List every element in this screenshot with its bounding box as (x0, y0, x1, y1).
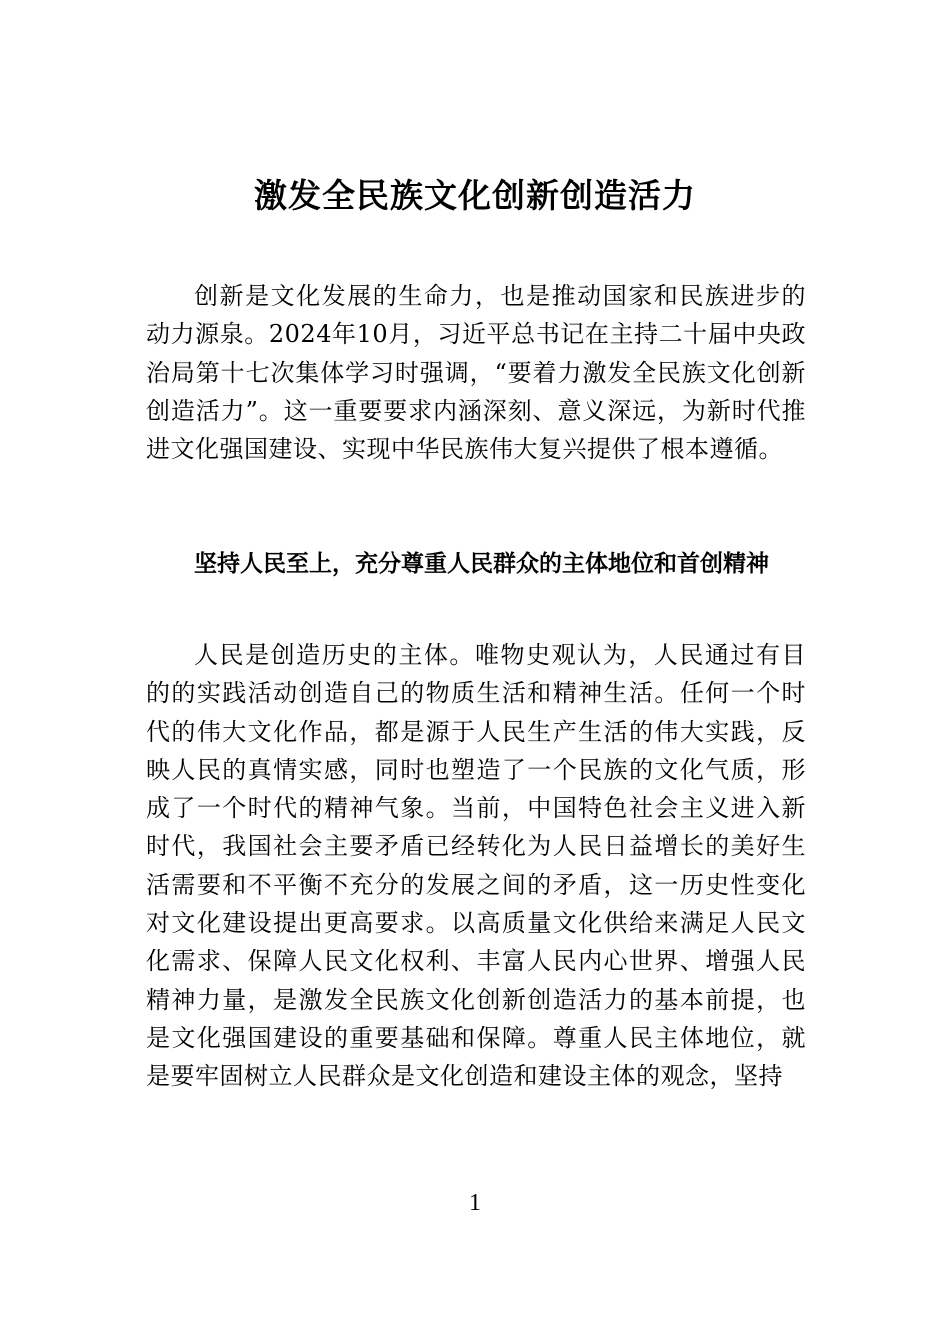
page-number: 1 (469, 1190, 481, 1216)
section-heading: 坚持人民至上，充分尊重人民群众的主体地位和首创精神 (194, 551, 769, 577)
paragraph-intro: 创新是文化发展的生命力，也是推动国家和民族进步的动力源泉。2024年10月，习近平总书记在主持二十届中央政治局第十七次集体学习时强调，“要着力激发全民族文化创新创造活力”。这一重要要求内涵深刻、意义深远，为新时代推进文化强国建设、实现中华民族伟大复兴提供了根本遵循。 (146, 282, 806, 464)
paragraph-section-one: 人民是创造历史的主体。唯物史观认为，人民通过有目的的实践活动创造自己的物质生活和精神生活。任何一个时代的伟大文化作品，都是源于人民生产生活的伟大实践，反映人民的真情实感，同时也塑造了一个民族的文化气质，形成了一个时代的精神气象。当前，中国特色社会主义进入新时代，我国社会主要矛盾已经转化为人民日益增长的美好生活需要和不平衡不充分的发展之间的矛盾，这一历史性变化对文化建设提出更高要求。以高质量文化供给来满足人民文化需求、保障人民文化权利、丰富人民内心世界、增强人民精神力量，是激发全民族文化创新创造活力的基本前提，也是文化强国建设的重要基础和保障。尊重人民主体地位，就是要牢固树立人民群众是文化创造和建设主体的观念，坚持 (146, 641, 806, 1091)
document-title: 激发全民族文化创新创造活力 (254, 176, 696, 215)
